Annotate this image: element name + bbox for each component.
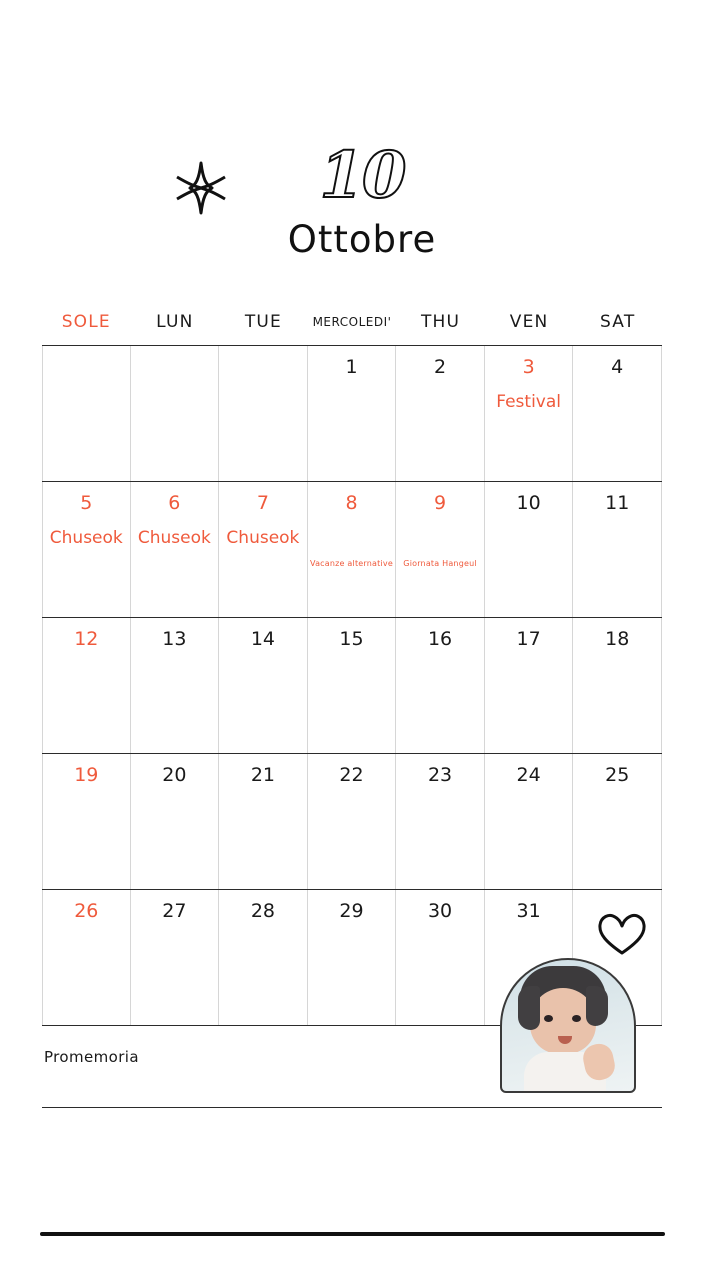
day-cell[interactable] [308,890,397,1025]
day-number: 17 [516,628,541,650]
day-cell[interactable] [131,618,220,753]
day-cell[interactable] [573,482,662,617]
day-number: 22 [339,764,364,786]
day-number: 25 [605,764,630,786]
day-number: 27 [162,900,187,922]
month-number: 10 [319,138,405,213]
calendar-week-row [42,482,662,618]
calendar-week-row [42,346,662,482]
day-number: 15 [339,628,364,650]
heart-icon [596,910,648,956]
day-cell[interactable] [396,618,485,753]
day-cell[interactable] [308,482,397,617]
day-event: Chuseok [226,528,300,548]
day-cell[interactable] [131,754,220,889]
day-cell[interactable] [42,482,131,617]
day-number: 7 [256,492,269,514]
month-name: Ottobre [287,218,437,261]
day-cell[interactable] [485,754,574,889]
day-number: 26 [74,900,99,922]
calendar-header [0,140,705,280]
day-cell[interactable] [42,346,131,481]
day-number: 20 [162,764,187,786]
day-number: 30 [427,900,453,922]
day-number: 8 [345,492,358,514]
day-number: 1 [345,356,358,378]
photo-hair-right [586,986,608,1026]
day-number: 14 [250,628,276,650]
day-cell[interactable] [573,346,662,481]
day-event: Vacanze alternative [310,559,393,568]
day-event: Chuseok [49,528,123,548]
weekday-thu: THU [420,312,461,332]
weekday-mon: LUN [156,312,194,332]
weekday-sat: SAT [600,312,636,332]
day-cell[interactable] [396,754,485,889]
home-indicator [40,1232,665,1236]
weekday-header-row [42,300,662,344]
day-cell[interactable] [219,890,308,1025]
day-cell[interactable] [396,890,485,1025]
day-number: 16 [427,628,453,650]
day-number: 24 [516,764,541,786]
day-number: 5 [80,492,93,514]
day-cell[interactable] [219,482,308,617]
sparkle-star-icon [168,160,234,226]
day-cell[interactable] [573,754,662,889]
day-cell[interactable] [131,346,220,481]
day-number: 31 [516,900,541,922]
day-number: 10 [516,492,541,514]
day-cell[interactable] [219,618,308,753]
weekday-wed: MERCOLEDI' [312,315,392,329]
day-cell[interactable] [42,890,131,1025]
day-number: 2 [434,356,447,378]
day-cell[interactable] [42,618,131,753]
day-number: 13 [162,628,187,650]
day-event: Chuseok [137,528,211,548]
photo-eye-left [544,1015,553,1022]
day-cell[interactable] [308,346,397,481]
day-number: 21 [250,764,276,786]
day-cell[interactable] [573,618,662,753]
day-cell[interactable] [396,346,485,481]
child-photo [500,958,636,1093]
memo-label: Promemoria [44,1048,139,1066]
day-number: 12 [74,628,99,650]
month-title-block [262,140,462,261]
day-number: 6 [168,492,181,514]
calendar-week-row [42,754,662,890]
day-cell[interactable] [131,890,220,1025]
day-number: 29 [339,900,364,922]
day-number: 11 [605,492,630,514]
day-number: 18 [605,628,630,650]
day-cell[interactable] [131,482,220,617]
day-cell[interactable] [485,482,574,617]
day-cell[interactable] [396,482,485,617]
day-cell[interactable] [219,754,308,889]
day-cell[interactable] [308,754,397,889]
day-number: 23 [427,764,453,786]
day-event: Giornata Hangeul [403,559,477,568]
day-cell[interactable] [485,346,574,481]
day-cell[interactable] [485,618,574,753]
day-number: 9 [434,492,447,514]
day-cell[interactable] [308,618,397,753]
weekday-fri: VEN [509,312,549,332]
weekday-tue: TUE [244,312,282,332]
photo-eye-right [572,1015,581,1022]
day-number: 19 [74,764,99,786]
calendar-week-row [42,618,662,754]
day-cell[interactable] [42,754,131,889]
day-number: 3 [522,356,535,378]
day-number: 4 [611,356,624,378]
weekday-sun: SOLE [61,312,111,332]
day-number: 28 [250,900,276,922]
day-event: Festival [496,392,562,412]
photo-hair-left [518,986,540,1030]
day-cell[interactable] [219,346,308,481]
calendar-grid [42,345,662,1026]
